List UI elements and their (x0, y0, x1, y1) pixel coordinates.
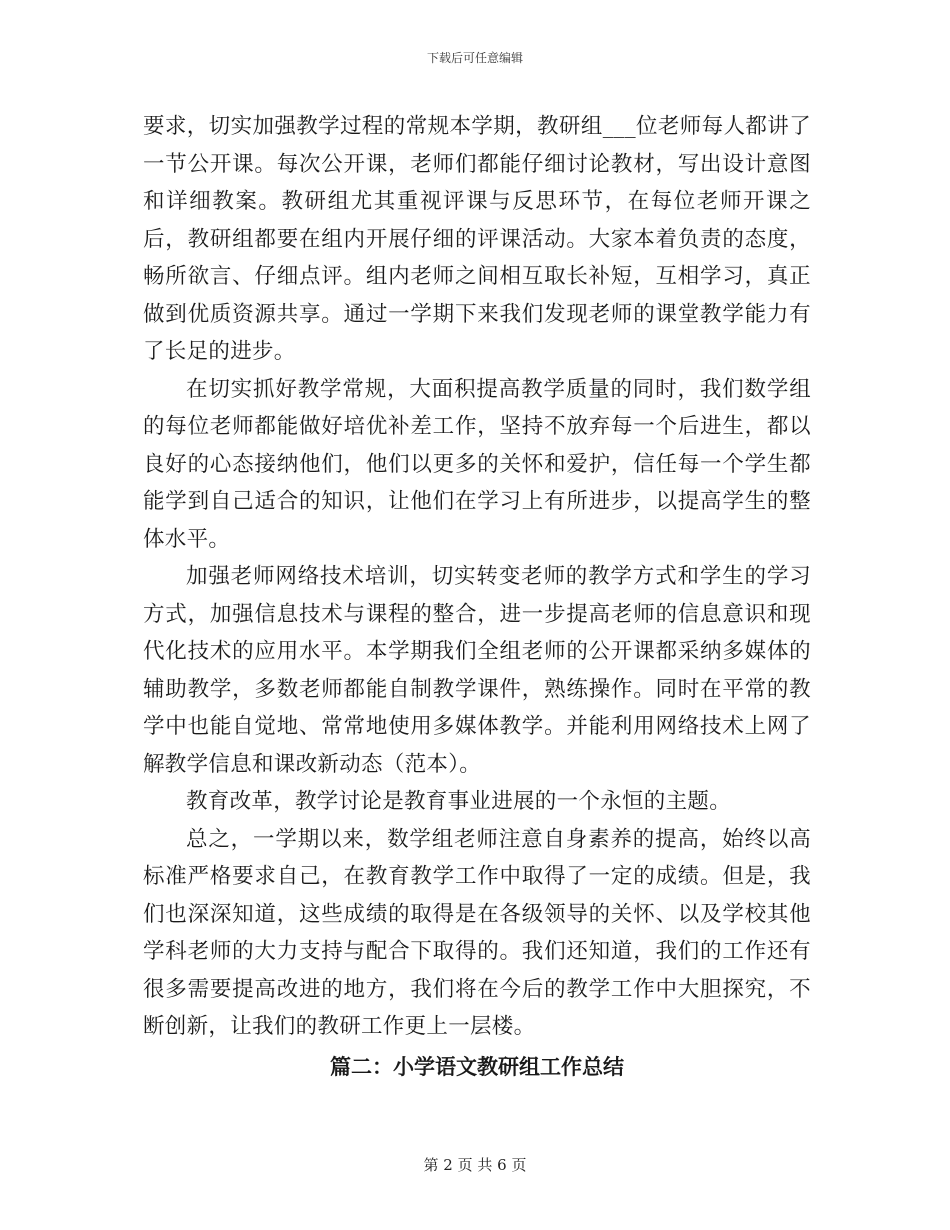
page-footer: 第 2 页 共 6 页 (423, 1156, 527, 1174)
page-header: 下载后可任意编辑 (426, 51, 523, 65)
paragraph-1: 要求，切实加强教学过程的常规本学期，教研组___位老师每人都讲了一节公开课。每次公开课，老师们都能仔细讨论教材，写出设计意图和详细教案。教研组尤其重视评课与反思环节，在每位老师开课之后，教研组都要在组内开展仔细的评课活动。大家本着负责的态度，畅所欲言、仔细点评。组内老师之间相互取长补短，互相学习，真正做到优质资源共享。通过一学期下来我们发现老师的课堂教学能力有了长足的进步。 (143, 114, 811, 364)
paragraph-4: 教育改革，教学讨论是教育事业进展的一个永恒的主题。 (186, 789, 732, 814)
paragraph-5: 总之，一学期以来，数学组老师注意自身素养的提高，始终以高标准严格要求自己，在教育教学工作中取得了一定的成绩。但是，我们也深深知道，这些成绩的取得是在各级领导的关怀、以及学校其他学科老师的大力支持与配合下取得的。我们还知道，我们的工作还有很多需要提高改进的地方，我们将在今后的教学工作中大胆探究，不断创新，让我们的教研工作更上一层楼。 (143, 826, 811, 1039)
paragraph-3: 加强老师网络技术培训，切实转变老师的教学方式和学生的学习方式，加强信息技术与课程的整合，进一步提高老师的信息意识和现代化技术的应用水平。本学期我们全组老师的公开课都采纳多媒体的辅助教学，多数老师都能自制教学课件，熟练操作。同时在平常的教学中也能自觉地、常常地使用多媒体教学。并能利用网络技术上网了解教学信息和课改新动态（范本）。 (143, 564, 811, 777)
paragraph-2: 在切实抓好教学常规，大面积提高教学质量的同时，我们数学组的每位老师都能做好培优补差工作，坚持不放弃每一个后进生，都以良好的心态接纳他们，他们以更多的关怀和爱护，信任每一个学生都能学到自己适合的知识，让他们在学习上有所进步，以提高学生的整体水平。 (143, 376, 811, 552)
section-heading: 篇二：小学语文教研组工作总结 (330, 1054, 624, 1079)
document-body (143, 108, 811, 1086)
